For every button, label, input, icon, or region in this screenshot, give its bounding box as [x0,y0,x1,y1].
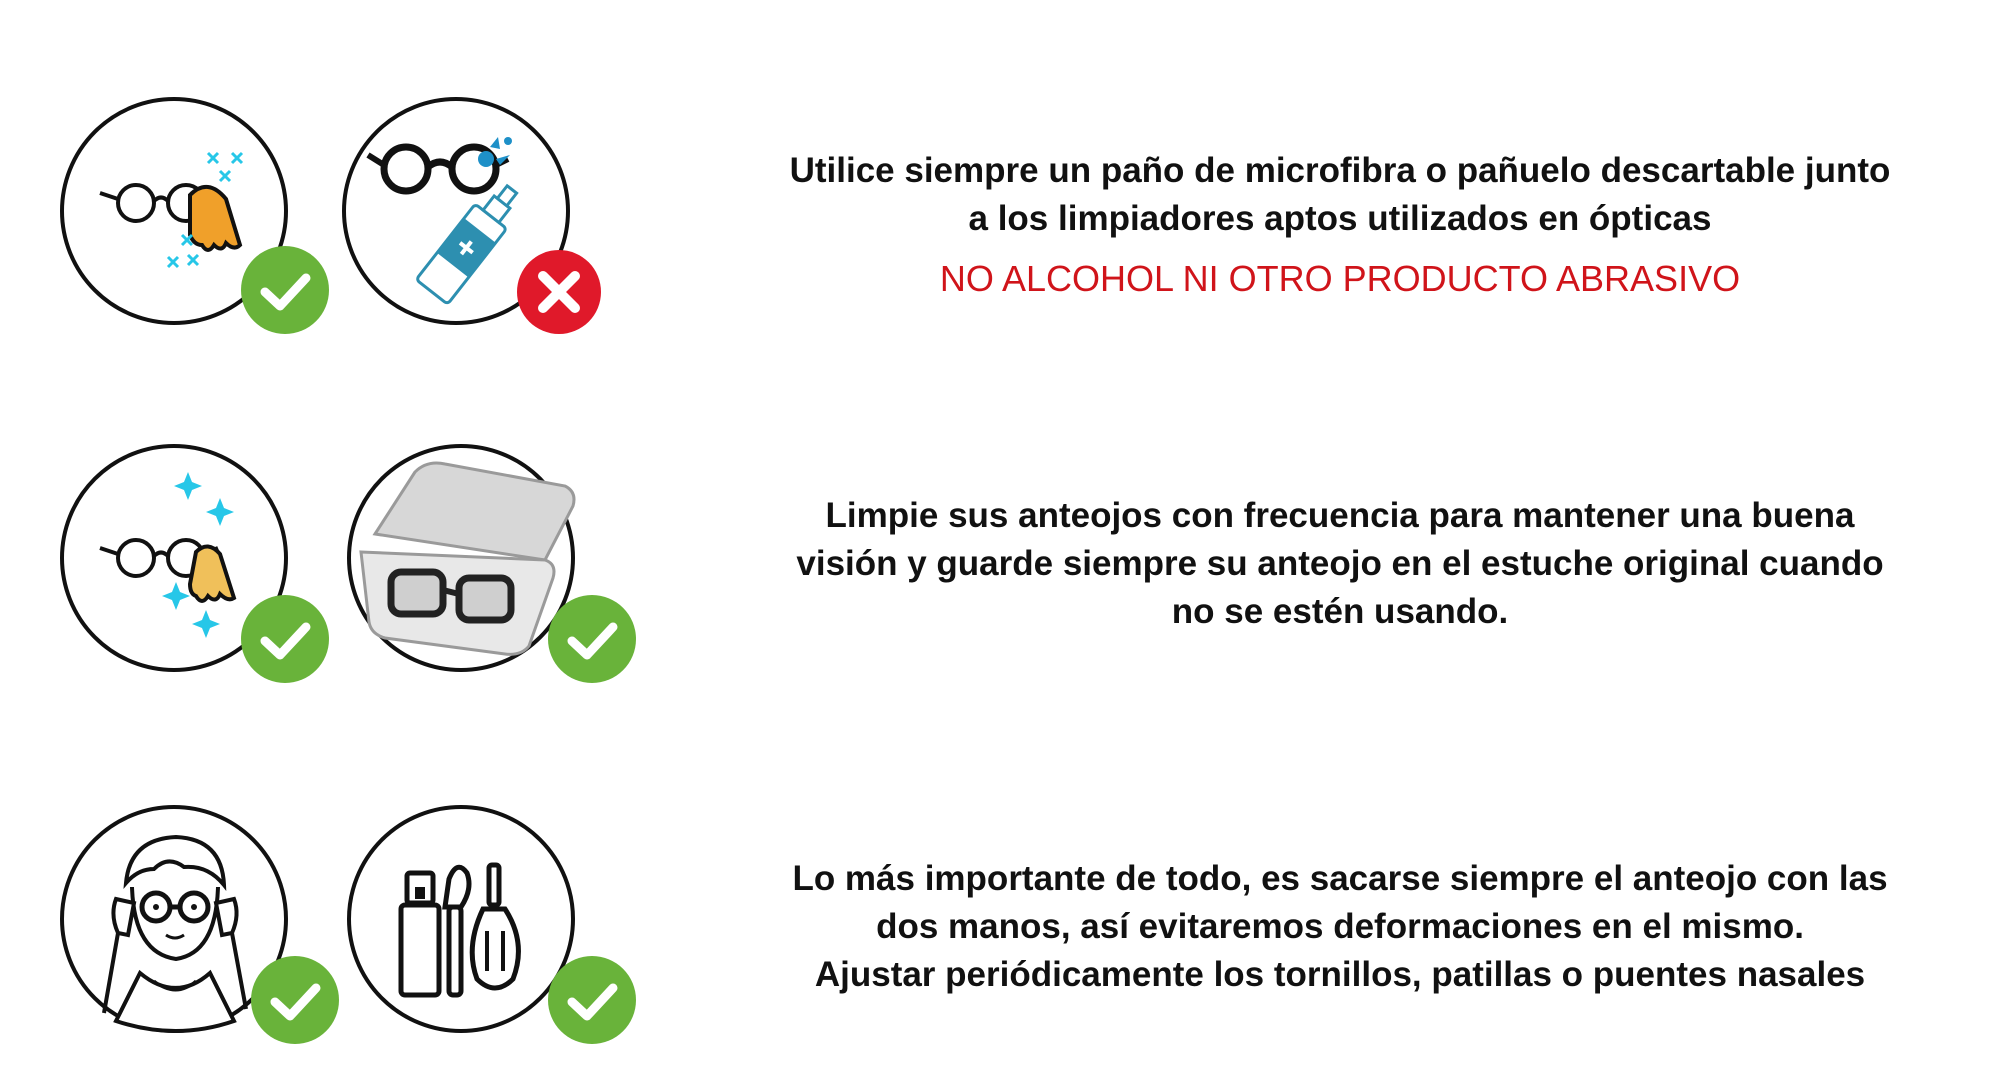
check-icon [545,953,639,1047]
warning-text: NO ALCOHOL NI OTRO PRODUCTO ABRASIVO [939,258,1741,299]
tip-line: Utilice siempre un paño de microfibra o pañuelo descartable junto [789,151,1891,190]
check-icon [238,592,332,686]
alcohol-spray-bottle-icon [340,95,580,335]
tip-line: no se estén usando. [1171,592,1509,631]
cleaning-kit-tools-icon [345,803,585,1043]
cross-icon [512,245,606,339]
tip-text-handling [720,855,1960,999]
tip-row-handling [0,793,2000,1053]
tip-line: Limpie sus anteojos con frecuencia para mantener una buena [825,496,1855,535]
cleaning-cloth-sparkle-icon [58,442,298,682]
tip-text-cleaning-products [720,147,1960,303]
tip-line: a los limpiadores aptos utilizados en ópticas [968,199,1712,238]
check-icon [238,243,332,337]
tip-line: visión y guarde siempre su anteojo en el estuche original cuando [796,544,1884,583]
cleaning-cloth-icon [58,95,298,335]
person-glasses-two-hands-icon [58,803,298,1043]
tip-row-storage [0,432,2000,692]
tip-line: Lo más importante de todo, es sacarse siempre el anteojo con las [792,859,1888,898]
check-icon [248,953,342,1047]
tip-row-cleaning-products [0,95,2000,355]
tip-line: dos manos, así evitaremos deformaciones en el mismo. [876,907,1804,946]
tip-text-storage [720,492,1960,636]
check-icon [545,592,639,686]
glasses-case-icon [345,442,585,682]
tip-line: Ajustar periódicamente los tornillos, patillas o puentes nasales [814,955,1866,994]
